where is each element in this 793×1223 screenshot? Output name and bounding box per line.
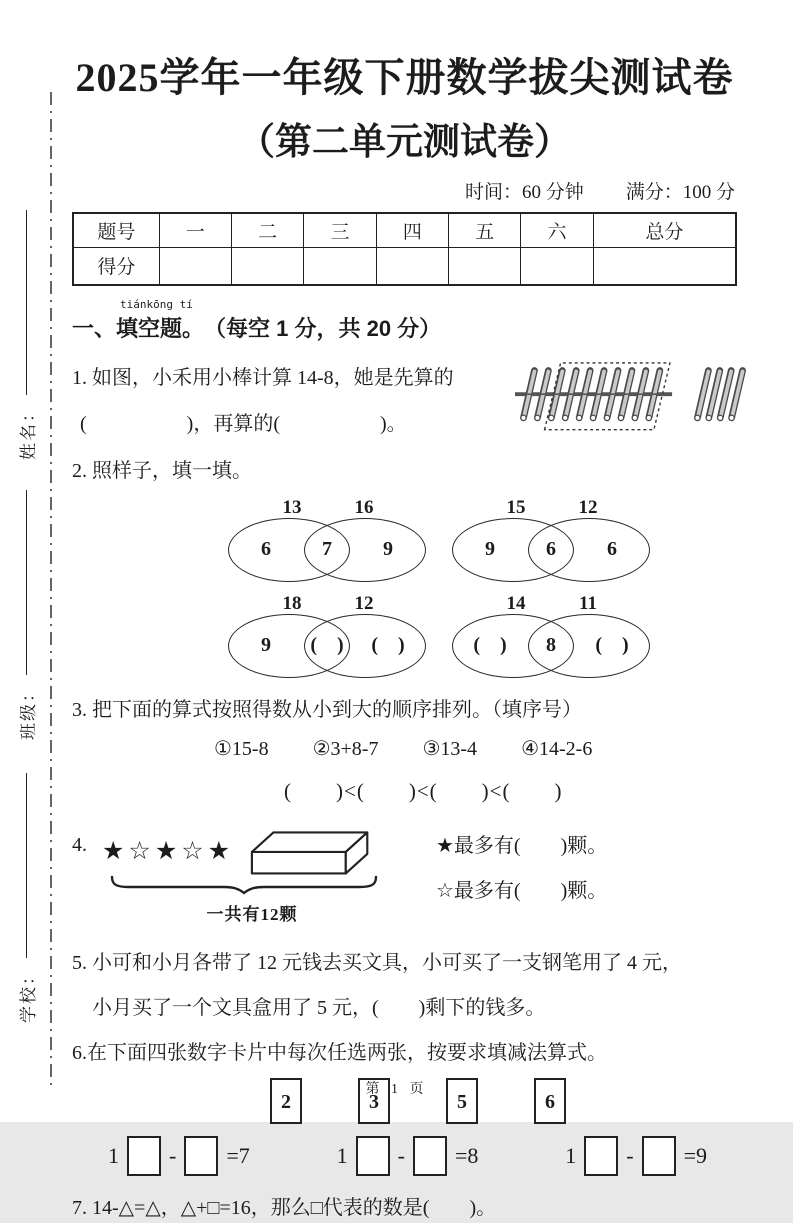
score-table-score-row (73, 247, 736, 285)
venn3-left-sum: 18 (282, 593, 302, 614)
equation-3-blank-1[interactable] (584, 1136, 618, 1176)
minus-sign: - (397, 1143, 405, 1169)
question-3-text: 3. 把下面的算式按照得数从小到大的顺序排列。（填序号） (72, 699, 582, 721)
equation-3-blank-2[interactable] (642, 1136, 676, 1176)
col-4: 四 (376, 213, 448, 247)
col-total: 总分 (593, 213, 736, 247)
question-1-line1: 1. 如图，小禾用小棒计算 14-8，她是先算的 (72, 367, 454, 389)
pinyin-annotation: tiánkōng tí (120, 298, 193, 311)
expression-4: ④14-2-6 (521, 738, 593, 760)
venn-diagram-3 (222, 592, 432, 680)
question-4-number: 4. (72, 834, 87, 857)
total-count-caption: 一共有12颗 (206, 905, 298, 925)
score-cell[interactable] (376, 247, 448, 285)
equation-1 (108, 1136, 250, 1176)
star-row: ★☆★☆★ (102, 835, 235, 865)
equation-3-lead: 1 (565, 1143, 577, 1169)
paper-subtitle: （第二单元测试卷） (238, 122, 571, 163)
score-cell[interactable] (521, 247, 593, 285)
page-number: 第 1 页 (365, 1082, 428, 1097)
equation-2-lead: 1 (336, 1143, 348, 1169)
question-6 (72, 1039, 737, 1176)
question-number-header: 题号 (73, 213, 159, 247)
venn-diagram-grid (222, 496, 737, 680)
equation-2-result: =8 (454, 1143, 479, 1169)
col-1: 一 (159, 213, 231, 247)
venn1-left-sum: 13 (282, 497, 302, 518)
question-1 (72, 355, 737, 447)
question-7: 7. 14-△=△，△+□=16，那么□代表的数是( )。 (72, 1197, 497, 1220)
fold-dash-line (49, 92, 53, 1087)
minus-sign: - (626, 1143, 634, 1169)
filled-star-answer[interactable]: ★最多有( )颗。 (436, 835, 608, 858)
venn2-right-value: 6 (607, 538, 617, 560)
subtraction-equations-row (72, 1136, 737, 1176)
equation-2-blank-1[interactable] (356, 1136, 390, 1176)
col-5: 五 (449, 213, 521, 247)
school-label: 学校： (18, 966, 38, 1023)
question-6-text: 6.在下面四张数字卡片中每次任选两张，按要求填减法算式。 (72, 1042, 607, 1065)
venn-diagram-4 (446, 592, 656, 680)
time-limit: 时间：60 分钟 (464, 182, 584, 203)
venn1-right-sum: 16 (354, 497, 374, 518)
number-card-6: 6 (534, 1078, 566, 1124)
expression-1: ①15-8 (214, 738, 269, 760)
student-name-field (11, 160, 41, 460)
question-3-answer-line[interactable]: ( )<( )<( )<( ) (284, 779, 563, 803)
venn4-right-blank[interactable]: ( ) (595, 634, 629, 656)
equation-3-result: =9 (683, 1143, 707, 1169)
venn2-middle-value: 6 (546, 538, 556, 560)
counting-sticks-figure (515, 361, 743, 435)
section-title: 填空题。 (116, 316, 205, 341)
question-2 (72, 457, 737, 680)
expression-3: ③13-4 (422, 738, 478, 760)
question-5-line1: 5. 小可和小月各带了 12 元钱去买文具，小可买了一支钢笔用了 4 元， (72, 952, 682, 975)
equation-1-result: =7 (226, 1143, 250, 1169)
question-4-illustration (102, 824, 402, 925)
student-school-field (11, 723, 41, 1023)
venn1-left-value: 6 (261, 538, 271, 560)
section-score-note: （每空 1 分，共 20 分） (204, 316, 442, 341)
number-card-5: 5 (446, 1078, 478, 1124)
venn3-right-sum: 12 (354, 593, 374, 614)
col-2: 二 (232, 213, 304, 247)
question-2-text: 2. 照样子，填一填。 (72, 460, 252, 482)
score-cell[interactable] (159, 247, 231, 285)
venn3-left-value: 9 (261, 634, 271, 656)
question-5-line2: 小月买了一个文具盒用了 5 元，( )剩下的钱多。 (92, 997, 546, 1020)
score-cell[interactable] (593, 247, 736, 285)
class-label: 班级： (18, 683, 38, 740)
venn1-right-value: 9 (383, 538, 393, 560)
venn3-right-blank[interactable]: ( ) (371, 634, 405, 656)
score-table-header-row (73, 213, 736, 247)
minus-sign: - (169, 1143, 177, 1169)
curly-brace (102, 876, 386, 894)
school-write-line[interactable] (26, 773, 27, 958)
score-cell[interactable] (304, 247, 376, 285)
question-4-answers (436, 824, 607, 925)
full-score: 满分：100 分 (625, 182, 735, 203)
question-3 (72, 696, 737, 806)
equation-1-blank-1[interactable] (127, 1136, 161, 1176)
equation-2-blank-2[interactable] (413, 1136, 447, 1176)
venn4-right-sum: 11 (579, 593, 597, 614)
equation-2 (337, 1136, 479, 1176)
venn3-middle-blank[interactable]: ( ) (310, 634, 344, 656)
empty-star-answer[interactable]: ☆最多有( )颗。 (436, 880, 608, 903)
score-cell[interactable] (449, 247, 521, 285)
class-write-line[interactable] (26, 490, 27, 675)
score-cell[interactable] (232, 247, 304, 285)
col-3: 三 (304, 213, 376, 247)
section-1-heading (72, 298, 737, 343)
student-class-field (11, 440, 41, 740)
venn2-left-value: 9 (485, 538, 495, 560)
score-row-label: 得分 (73, 247, 159, 285)
venn2-left-sum: 15 (506, 497, 526, 518)
closed-box-icon (248, 824, 380, 876)
venn-diagram-1 (222, 496, 432, 584)
venn1-middle-value: 7 (322, 538, 332, 560)
number-card-3: 3 (358, 1078, 390, 1124)
col-6: 六 (521, 213, 593, 247)
question-3-expressions (214, 735, 737, 764)
name-label: 姓名： (18, 403, 38, 460)
equation-3 (565, 1136, 707, 1176)
equation-1-blank-2[interactable] (184, 1136, 218, 1176)
venn4-left-sum: 14 (506, 593, 526, 614)
venn2-right-sum: 12 (578, 497, 598, 518)
venn4-middle-value: 8 (546, 634, 556, 656)
question-1-line2: ( )，再算的( )。 (80, 413, 407, 435)
question-5 (72, 941, 737, 1031)
name-write-line[interactable] (26, 210, 27, 395)
number-card-2: 2 (270, 1078, 302, 1124)
equation-1-lead: 1 (108, 1143, 119, 1169)
section-prefix: 一、 (72, 316, 117, 341)
exam-info-line (72, 177, 737, 204)
paper-title: 2025学年一年级下册数学拔尖测试卷 (75, 55, 734, 100)
paper-content (72, 0, 737, 1223)
venn4-left-blank[interactable]: ( ) (473, 634, 507, 656)
venn-diagram-2 (446, 496, 656, 584)
question-4 (72, 824, 737, 925)
expression-2: ②3+8-7 (312, 738, 379, 760)
score-table (72, 212, 737, 286)
